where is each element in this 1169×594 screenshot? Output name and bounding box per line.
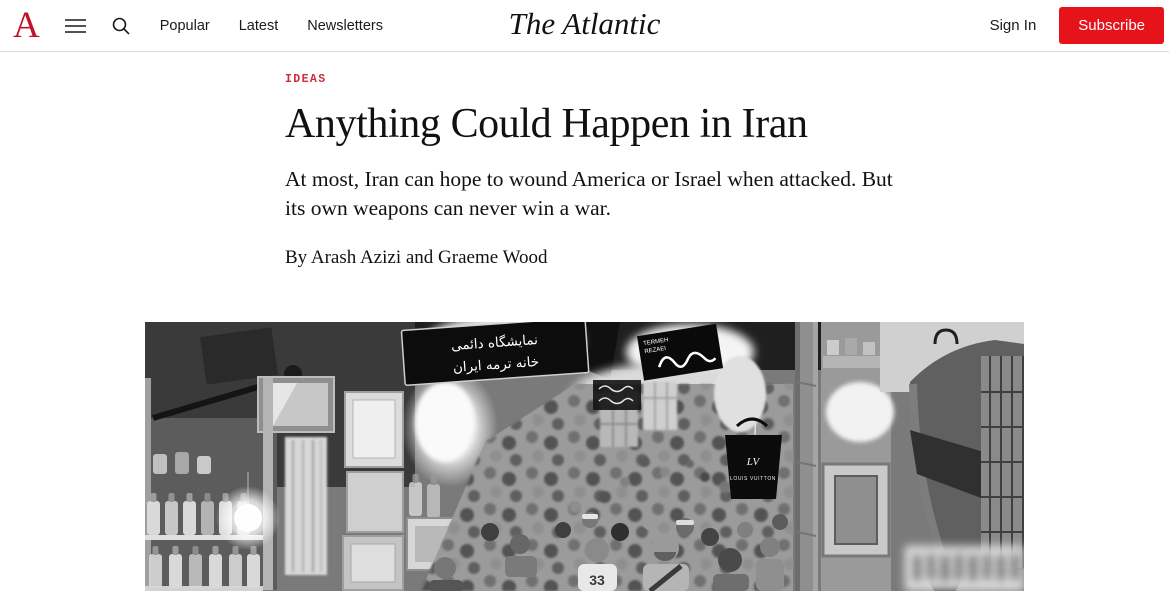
header-right-cluster: [990, 0, 1164, 51]
site-header: [0, 0, 1169, 52]
banner-text-line2: خانه ترمه ایران: [452, 353, 540, 376]
bazaar-pillar: [795, 322, 818, 591]
search-icon: [112, 17, 130, 35]
search-button[interactable]: [108, 13, 134, 39]
banner-text-line1: نمایشگاه دائمی: [450, 331, 539, 354]
hamburger-icon: [65, 18, 86, 34]
grid-scarf: [981, 356, 1024, 568]
small-dark-sign: [593, 380, 641, 410]
jersey-number-text: 33: [589, 571, 605, 588]
nav-item-newsletters[interactable]: Newsletters: [307, 17, 383, 34]
bazaar-photo-illustration: [145, 322, 1024, 591]
sign-in-link[interactable]: Sign In: [989, 17, 1037, 34]
the-atlantic-wordmark[interactable]: The Atlantic: [508, 5, 661, 41]
primary-nav: [160, 18, 383, 34]
subscribe-button[interactable]: Subscribe: [1059, 7, 1164, 44]
bag-brand-text: LOUIS VUITTON: [729, 475, 777, 482]
menu-button[interactable]: [61, 14, 90, 38]
nav-item-latest[interactable]: Latest: [238, 17, 279, 34]
article: [145, 52, 1024, 591]
article-header: [145, 52, 1024, 269]
header-left-cluster: [0, 0, 383, 51]
article-byline[interactable]: By Arash Azizi and Graeme Wood: [285, 246, 548, 268]
nav-item-popular[interactable]: Popular: [159, 17, 210, 34]
article-title: Anything Could Happen in Iran: [285, 101, 808, 147]
shop-sign-text-line2: REZAEI: [644, 345, 667, 355]
hero-image: [145, 322, 1024, 591]
bag-monogram-text: LV: [746, 455, 760, 468]
article-dek: At most, Iran can hope to wound America or Israel when attacked. But its own weapons can never win a war.: [285, 167, 893, 221]
blurred-foreground-railing: [905, 546, 1024, 591]
shop-sign-text-line1: TERMEH: [642, 336, 669, 347]
category-label[interactable]: IDEAS: [285, 73, 327, 86]
atlantic-a-logo[interactable]: A: [13, 5, 40, 46]
